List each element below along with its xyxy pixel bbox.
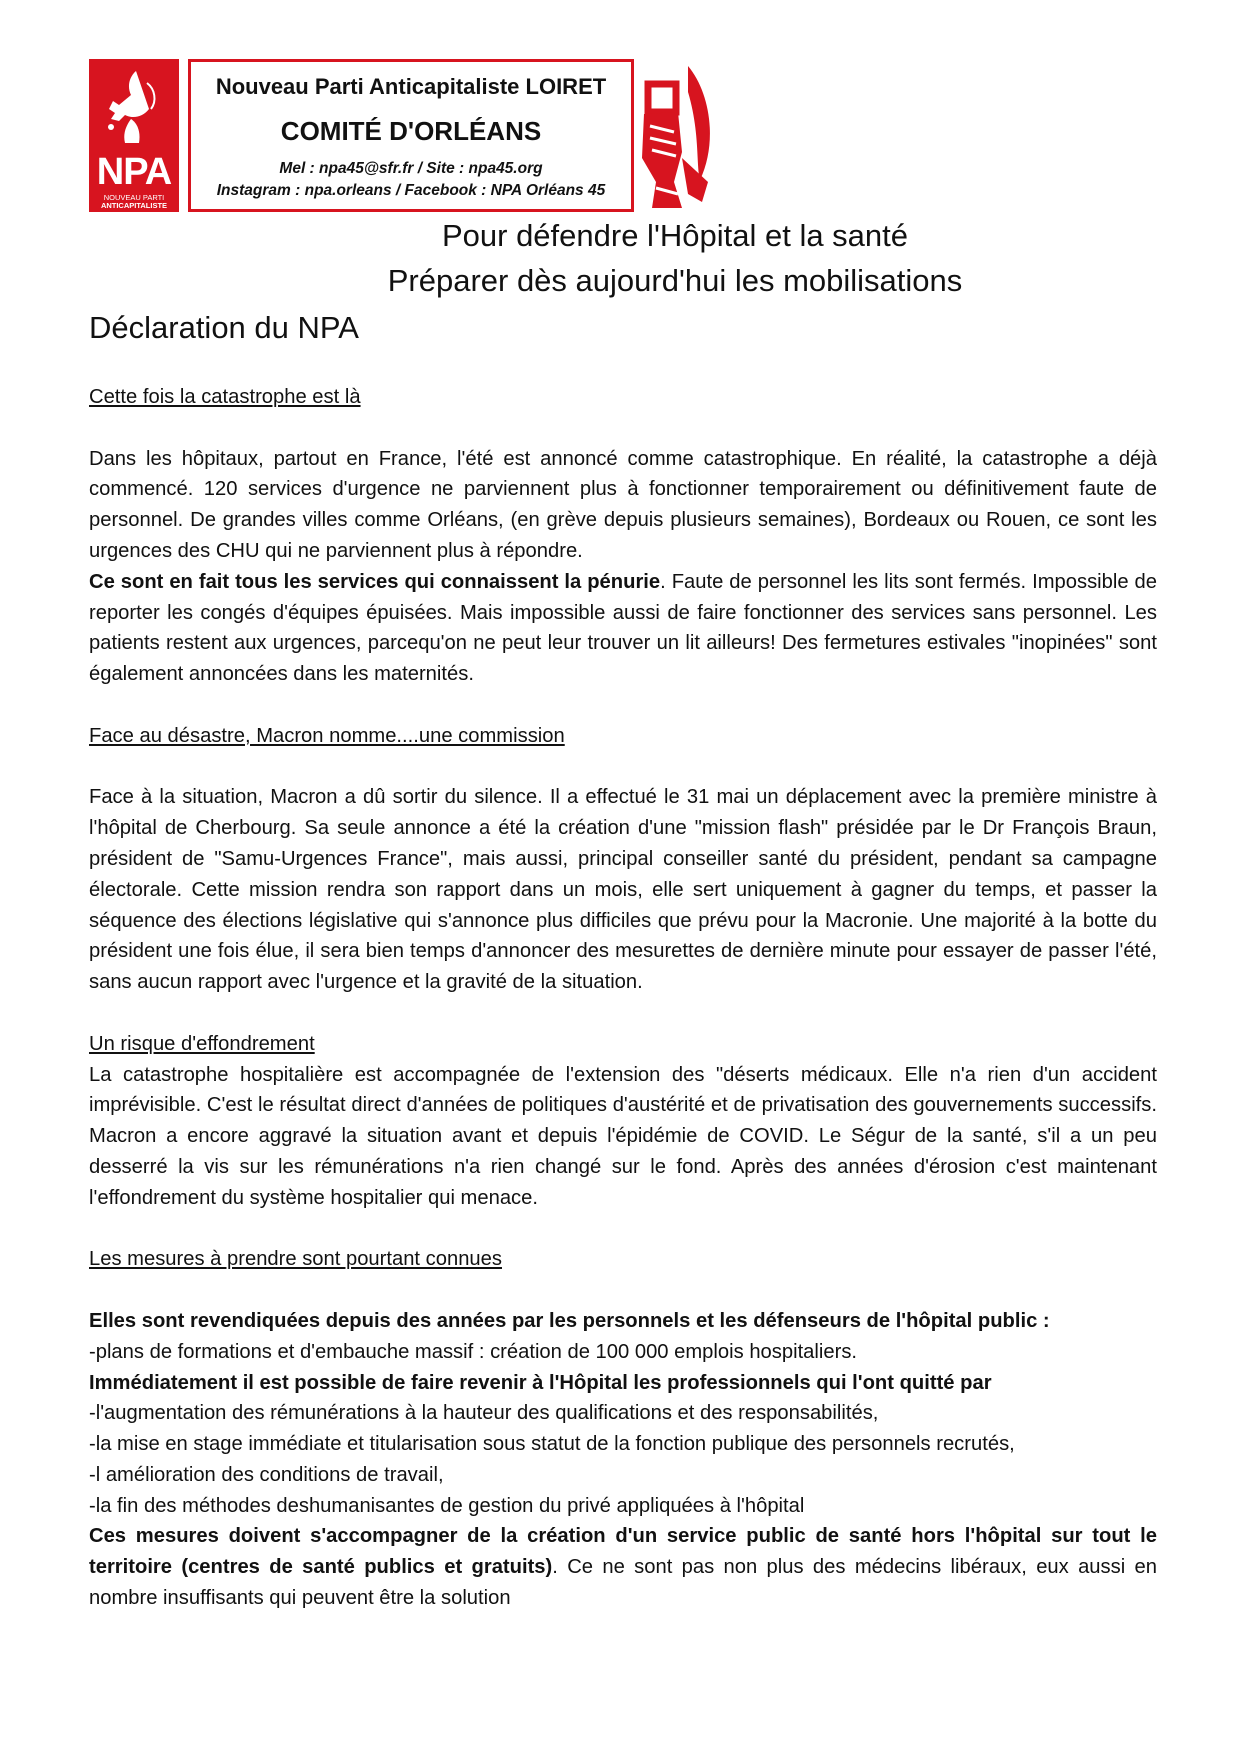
list-item: -la mise en stage immédiate et titularisation sous statut de la fonction publique des personnels recrutés, xyxy=(89,1433,1015,1456)
paragraph xyxy=(89,567,1157,690)
paragraph: Dans les hôpitaux, partout en France, l'été est annoncé comme catastrophique. En réalité, la catastrophe a déjà commencé. 120 services d'urgence ne parviennent plus à fonctionner temporairement ou définitivement faute de personnel. De grandes villes comme Orléans, (en grève depuis plusieurs semaines), Bordeaux ou Rouen, ce sont les urgences des CHU qui ne parviennent plus à répondre. xyxy=(89,447,1157,562)
logo-subtitle: ANTICAPITALISTE xyxy=(100,201,168,210)
npa-logo xyxy=(89,59,179,212)
main-title: Pour défendre l'Hôpital et la santé xyxy=(441,218,909,253)
main-subtitle: Préparer dès aujourd'hui les mobilisations xyxy=(387,263,963,298)
megaphone-icon xyxy=(89,59,179,159)
paragraph-text: . Faute de personnel les lits sont fermés. Impossible de reporter les congés d'équipes épuisées. Mais impossible aussi de faire fonctionner des services sans personnel. Les patients restent aux urgences, parcequ'on ne peut leur trouver un lit ailleurs! Des fermetures estivales "inopinées" sont également annoncées dans les maternités. xyxy=(89,570,1158,686)
header-box xyxy=(188,59,634,212)
paragraph-text: . Ce ne sont pas non plus des médecins libéraux, eux aussi en nombre insuffisants qui peuvent être la solution xyxy=(89,1556,1158,1610)
committee-name: COMITÉ D'ORLÉANS xyxy=(280,116,542,146)
paragraph: Face à la situation, Macron a dû sortir du silence. Il a effectué le 31 mai un déplacement avec la première ministre à l'hôpital de Cherbourg. Sa seule annonce a été la création d'une "mission flash" présidée par le Dr François Braun, président de "Samu-Urgences France", mais aussi, principal conseiller santé du président, pendant sa campagne électorale. Cette mission rendra son rapport dans un mois, elle sert uniquement à gagner du temps, et passer la séquence des élections législative qui s'annonce plus difficiles que prévu pour la Macronie. Une majorité à la botte du président une fois élue, il sera bien temps d'annoncer des mesurettes de dernière minute pour essayer de passer l'été, sans aucun rapport avec l'urgence et la gravité de la situation. xyxy=(89,786,1157,994)
contact-social: Instagram : npa.orleans / Facebook : NPA Orléans 45 xyxy=(216,182,606,199)
paragraph-bold: Elles sont revendiquées depuis des années par les personnels et les défenseurs de l'hôpital public : xyxy=(89,1309,1050,1332)
declaration-title: Déclaration du NPA xyxy=(89,310,359,345)
fist-sickle-icon xyxy=(638,62,722,212)
logo-subtitle: NOUVEAU PARTI xyxy=(103,193,165,202)
paragraph: La catastrophe hospitalière est accompagnée de l'extension des "déserts médicaux. Elle n'a rien d'un accident imprévisible. C'est le résultat direct d'années de politiques d'austérité et de privatisation des gouvernements successifs. Macron a encore aggravé la situation avant et depuis l'épidémie de COVID. Le Ségur de la santé, s'il a un peu desserré la vis sur les rémunérations n'a rien changé sur le fond. Après des années d'érosion c'est maintenant l'effondrement du système hospitalier qui menace. xyxy=(89,1063,1157,1209)
section-heading: Cette fois la catastrophe est là xyxy=(89,386,361,408)
article-body xyxy=(89,382,1157,1614)
paragraph-bold: Ce sont en fait tous les services qui connaissent la pénurie xyxy=(89,570,661,593)
section-heading: Les mesures à prendre sont pourtant connues xyxy=(89,1248,502,1271)
paragraph-bold: Ces mesures doivent s'accompagner de la création d'un service public de santé hors l'hôpital sur tout le territoire (centres de santé publics et gratuits) xyxy=(89,1525,1157,1579)
section-heading: Face au désastre, Macron nomme....une commission xyxy=(89,724,565,747)
list-item: -l amélioration des conditions de travail, xyxy=(89,1463,444,1486)
list-item: -plans de formations et d'embauche massif : création de 100 000 emplois hospitaliers. xyxy=(89,1340,858,1363)
paragraph-bold: Immédiatement il est possible de faire revenir à l'Hôpital les professionnels qui l'ont quitté par xyxy=(89,1371,992,1394)
logo-text: NPA xyxy=(96,151,172,193)
org-name: Nouveau Parti Anticapitaliste LOIRET xyxy=(215,74,607,99)
paragraph xyxy=(89,1521,1157,1613)
section-heading: Un risque d'effondrement xyxy=(89,1032,315,1055)
list-item: -la fin des méthodes deshumanisantes de gestion du privé appliquées à l'hôpital xyxy=(89,1494,805,1517)
contact-email-site: Mel : npa45@sfr.fr / Site : npa45.org xyxy=(279,160,543,177)
list-item: -l'augmentation des rémunérations à la hauteur des qualifications et des responsabilités, xyxy=(89,1402,879,1425)
